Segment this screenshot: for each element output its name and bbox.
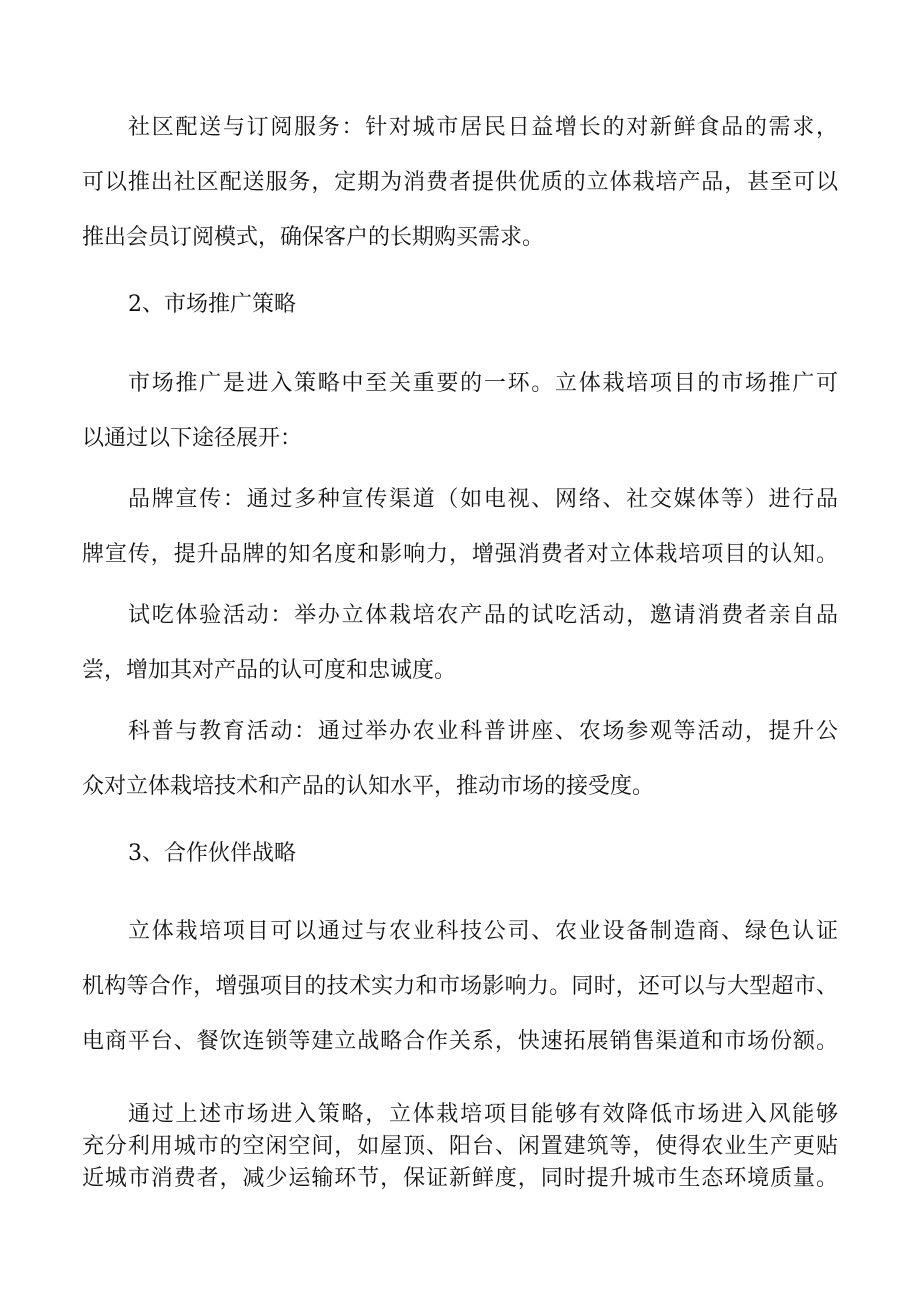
paragraph-community-delivery-line-2: 可以推出社区配送服务，定期为消费者提供优质的立体栽培产品，甚至可以 <box>82 170 838 195</box>
paragraph-brand-promotion-line-2: 牌宣传，提升品牌的知名度和影响力，增强消费者对立体栽培项目的认知。 <box>82 542 838 567</box>
section-heading-partner-strategy: 3、合作伙伴战略 <box>128 841 296 866</box>
paragraph-education-activity-line-2: 众对立体栽培技术和产品的认知水平，推动市场的接受度。 <box>82 774 655 799</box>
paragraph-promotion-intro-line-1: 市场推广是进入策略中至关重要的一环。立体栽培项目的市场推广可 <box>128 371 838 396</box>
section-heading-market-promotion: 2、市场推广策略 <box>128 292 296 317</box>
paragraph-conclusion-line-3: 近城市消费者，减少运输环节，保证新鲜度，同时提升城市生态环境质量。 <box>82 1166 838 1191</box>
paragraph-education-activity-line-1: 科普与教育活动：通过举办农业科普讲座、农场参观等活动，提升公 <box>128 719 838 744</box>
paragraph-community-delivery-line-1: 社区配送与订阅服务：针对城市居民日益增长的对新鲜食品的需求， <box>128 115 838 140</box>
paragraph-conclusion-line-2: 充分利用城市的空闲空间，如屋顶、阳台、闲置建筑等，使得农业生产更贴 <box>82 1134 838 1159</box>
paragraph-partnership-line-1: 立体栽培项目可以通过与农业科技公司、农业设备制造商、绿色认证 <box>128 919 838 944</box>
paragraph-conclusion-line-1: 通过上述市场进入策略，立体栽培项目能够有效降低市场进入风能够 <box>128 1102 838 1127</box>
paragraph-partnership-line-2: 机构等合作，增强项目的技术实力和市场影响力。同时，还可以与大型超市、 <box>82 974 838 999</box>
paragraph-community-delivery-line-3: 推出会员订阅模式，确保客户的长期购买需求。 <box>82 225 545 250</box>
paragraph-partnership-line-3: 电商平台、餐饮连锁等建立战略合作关系，快速拓展销售渠道和市场份额。 <box>82 1029 838 1054</box>
paragraph-promotion-intro-line-2: 以通过以下途径展开： <box>82 426 303 451</box>
paragraph-brand-promotion-line-1: 品牌宣传：通过多种宣传渠道（如电视、网络、社交媒体等）进行品 <box>128 487 838 512</box>
paragraph-tasting-activity-line-2: 尝，增加其对产品的认可度和忠诚度。 <box>82 658 457 683</box>
paragraph-tasting-activity-line-1: 试吃体验活动：举办立体栽培农产品的试吃活动，邀请消费者亲自品 <box>128 603 838 628</box>
